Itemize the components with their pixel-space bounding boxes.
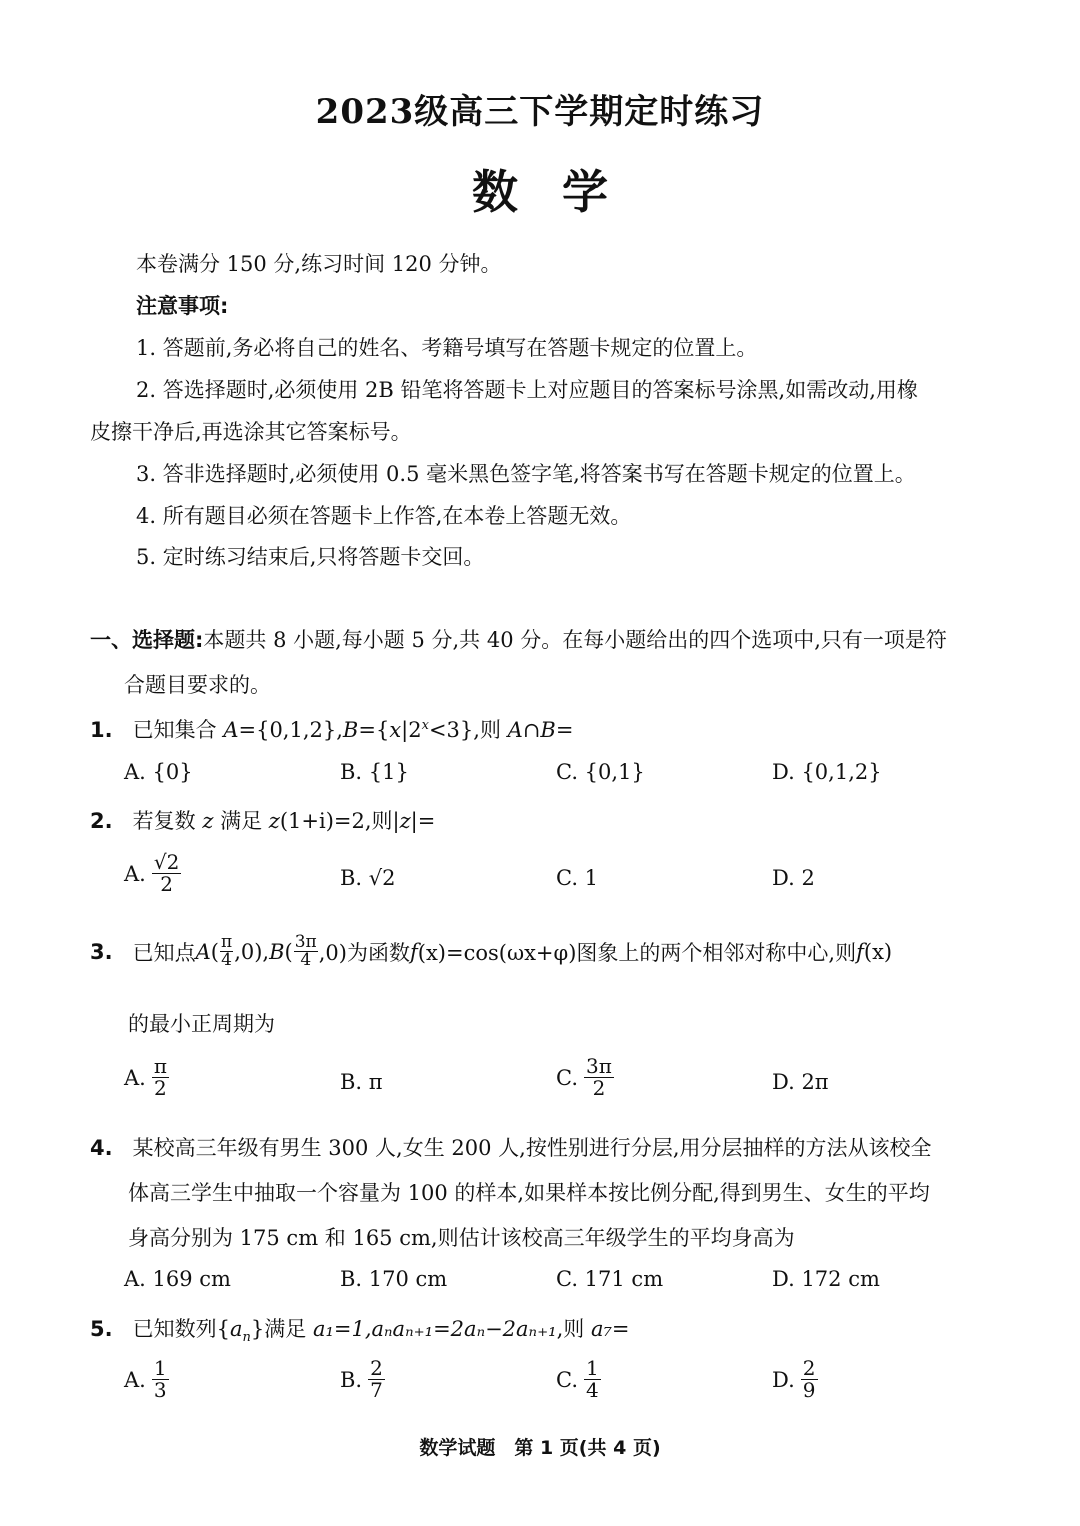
page-footer: 数学试题 第 1 页(共 4 页) (419, 1437, 661, 1459)
note-item: 5. 定时练习结束后,只将答题卡交回。 (136, 545, 485, 569)
note-item: 1. 答题前,务必将自己的姓名、考籍号填写在答题卡规定的位置上。 (136, 336, 758, 360)
note-item: 4. 所有题目必须在答题卡上作答,在本卷上答题无效。 (136, 504, 632, 528)
option-d: D. 172 cm (772, 1267, 880, 1291)
option-d: D. 2π (772, 1070, 829, 1094)
question-4: 4. 某校高三年级有男生 300 人,女生 200 人,按性别进行分层,用分层抽样的方法从该校全 (90, 1136, 932, 1160)
option-c: C. {0,1} (556, 760, 645, 784)
question-number: 1. (90, 718, 113, 742)
notes-heading: 注意事项: (136, 294, 229, 318)
option-c: C. 1 (556, 866, 599, 890)
fraction: $\frac{\pi}{2}$ (153, 1054, 167, 1100)
note-item: 2. 答选择题时,必须使用 2B 铅笔将答题卡上对应题目的答案标号涂黑,如需改动,用橡 (136, 378, 918, 402)
option-b: B. 170 cm (340, 1267, 448, 1291)
score-line: 本卷满分 150 分,练习时间 120 分钟。 (136, 252, 502, 276)
note-item: 3. 答非选择题时,必须使用 0.5 毫米黑色签字笔,将答案书写在答题卡规定的位置上。 (136, 462, 916, 486)
option-d: D. 2 (772, 866, 815, 890)
option-b: B. π (340, 1070, 383, 1094)
option-d: D. $\frac{2}{9}$ (772, 1356, 816, 1402)
section-heading (90, 624, 947, 654)
question-number: 4. (90, 1136, 113, 1160)
fraction: $\frac{2}{7}$ (370, 1356, 383, 1402)
fraction: $\frac{1}{3}$ (153, 1356, 167, 1402)
fraction: $\frac{3\pi}{4}$ (294, 932, 317, 970)
option-a: A. {0} (124, 760, 193, 784)
question-3-continued: 的最小正周期为 (128, 1012, 275, 1036)
question-number: 2. (90, 809, 113, 833)
option-a: A. 169 cm (124, 1267, 231, 1291)
option-c: C. 171 cm (556, 1267, 664, 1291)
section-desc: 本题共 8 小题,每小题 5 分,共 40 分。在每小题给出的四个选项中,只有一项是符 (203, 628, 947, 652)
option-d: D. {0,1,2} (772, 760, 882, 784)
subject-title: 数学 (472, 165, 652, 219)
option-b: B. √2 (340, 866, 396, 890)
note-item-continued: 皮擦干净后,再选涂其它答案标号。 (90, 420, 412, 444)
fraction: $\frac{2}{9}$ (802, 1356, 816, 1402)
option-c: C. $\frac{1}{4}$ (556, 1356, 599, 1402)
fraction: $\frac{\pi}{4}$ (221, 932, 233, 970)
option-a: A. $\frac{√2}{2}$ (124, 850, 180, 896)
option-a: A. $\frac{\pi}{2}$ (124, 1054, 167, 1100)
section-desc-continued: 合题目要求的。 (124, 673, 271, 697)
option-a: A. $\frac{1}{3}$ (124, 1356, 167, 1402)
exam-title: 2023级高三下学期定时练习 (315, 92, 765, 132)
fraction: $\frac{1}{4}$ (586, 1356, 599, 1402)
question-3: 3. 已知点 A ( $\frac{\pi}{4}$ ,0), B ( $\frac{3\pi}{4}$ ,0)为函数 f (x)=cos(ωx+φ)图象上的两个相邻对称中心,则 f (x) (90, 932, 893, 970)
fraction: $\frac{3\pi}{2}$ (586, 1054, 612, 1100)
section-label: 一、选择题: (90, 628, 204, 652)
question-2: 2. 若复数 z 满足 z(1+i)=2,则|z|= (90, 809, 436, 833)
question-4-continued: 体高三学生中抽取一个容量为 100 的样本,如果样本按比例分配,得到男生、女生的平均 (128, 1181, 930, 1205)
question-4-continued: 身高分别为 175 cm 和 165 cm,则估计该校高三年级学生的平均身高为 (128, 1226, 795, 1250)
fraction: $\frac{√2}{2}$ (153, 850, 180, 896)
question-number: 3. (90, 939, 113, 964)
question-5: 5. 已知数列$\{a_n\}$满足 a₁=1,aₙaₙ₊₁=2aₙ−2aₙ₊₁,则 a₇= (90, 1317, 630, 1346)
option-c: C. $\frac{3\pi}{2}$ (556, 1054, 612, 1100)
question-number: 5. (90, 1317, 113, 1341)
option-b: B. $\frac{2}{7}$ (340, 1356, 383, 1402)
question-1: 1. 已知集合 $A=\{0,1,2\},B=\{x|2^x<3\}$,则 A∩B= (90, 718, 574, 742)
option-b: B. {1} (340, 760, 409, 784)
